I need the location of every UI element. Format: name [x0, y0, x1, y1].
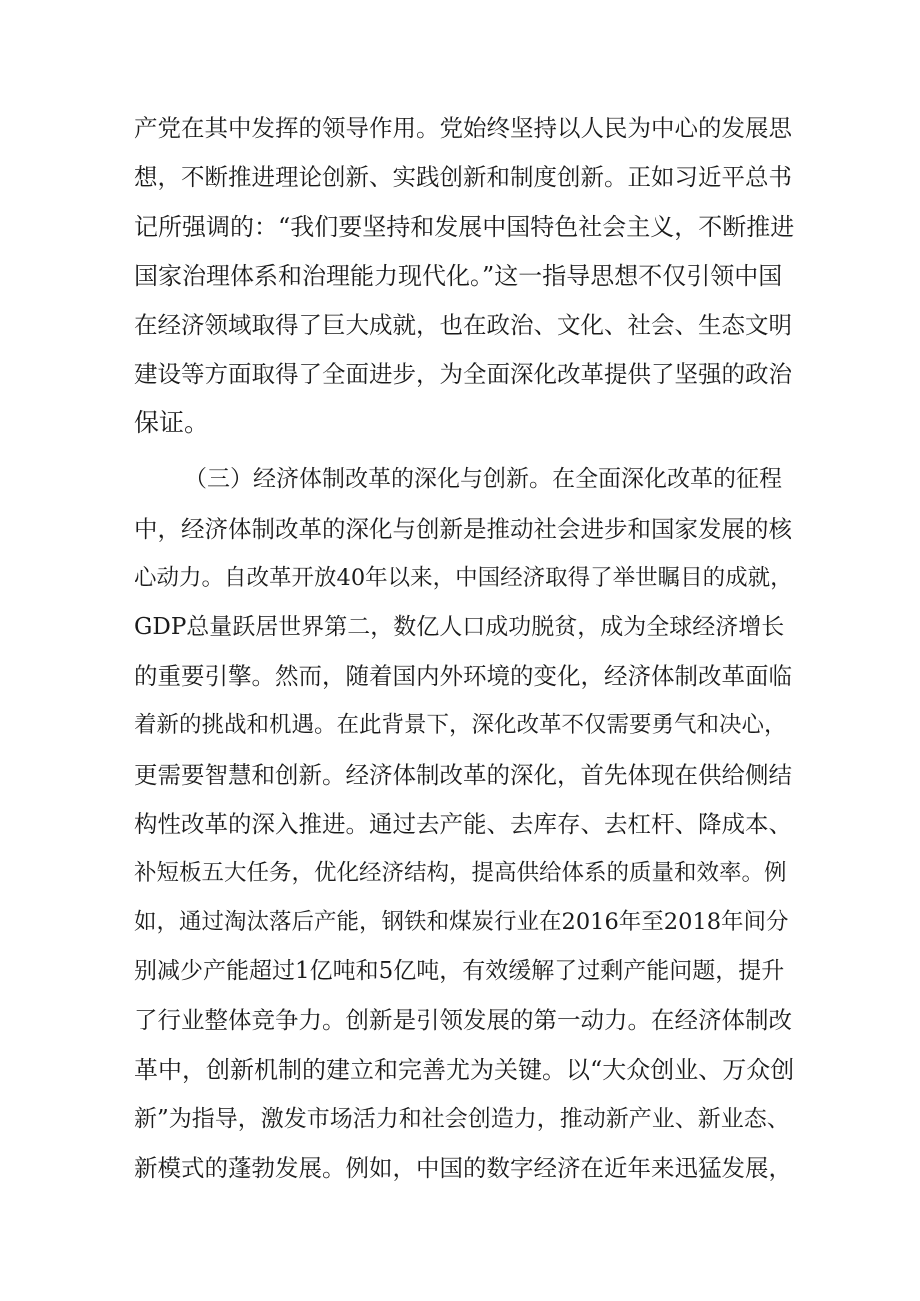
text-line: 着新的挑战和机遇。在此背景下，深化改革不仅需要勇气和决心， — [134, 712, 787, 738]
text-line: GDP总量跃居世界第二，数亿人口成功脱贫，成为全球经济增长 — [134, 614, 785, 640]
text-line: 更需要智慧和创新。经济体制改革的深化，首先体现在供给侧结 — [134, 761, 792, 789]
text-line: 如，通过淘汰落后产能，钢铁和煤炭行业在2016年至2018年间分 — [134, 909, 789, 935]
text-line: 新”为指导，激发市场活力和社会创造力，推动新产业、新业态、 — [134, 1106, 790, 1132]
text-line: 新模式的蓬勃发展。例如，中国的数字经济在近年来迅猛发展， — [134, 1154, 792, 1182]
text-line: 想，不断推进理论创新、实践创新和制度创新。正如习近平总书 — [134, 163, 792, 191]
text-line: 补短板五大任务，优化经济结构，提高供给体系的质量和效率。例 — [134, 860, 787, 886]
text-line: 保证。 — [134, 408, 210, 437]
text-line: 构性改革的深入推进。通过去产能、去库存、去杠杆、降成本、 — [134, 810, 792, 838]
text-line: 的重要引擎。然而，随着国内外环境的变化，经济体制改革面临 — [134, 662, 792, 690]
text-line: 在经济领域取得了巨大成就，也在政治、文化、社会、生态文明 — [134, 311, 792, 339]
text-line: 建设等方面取得了全面进步，为全面深化改革提供了坚强的政治 — [134, 360, 792, 388]
text-line: 中，经济体制改革的深化与创新是推动社会进步和国家发展的核 — [134, 515, 792, 543]
text-line: 国家治理体系和治理能力现代化。”这一指导思想不仅引领中国 — [134, 262, 783, 290]
text-line: 了行业整体竞争力。创新是引领发展的第一动力。在经济体制改 — [134, 1006, 792, 1034]
text-line: 革中，创新机制的建立和完善尤为关键。以“大众创业、万众创 — [134, 1056, 795, 1084]
text-line: 别减少产能超过1亿吨和5亿吨，有效缓解了过剩产能问题，提升 — [134, 958, 785, 984]
text-line: 心动力。自改革开放40年以来，中国经济取得了举世瞩目的成就， — [134, 565, 793, 591]
section-heading-line: （三）经济体制改革的深化与创新。在全面深化改革的征程 — [184, 466, 782, 492]
text-line: 记所强调的：“我们要坚持和发展中国特色社会主义，不断推进 — [134, 213, 795, 241]
text-line: 产党在其中发挥的领导作用。党始终坚持以人民为中心的发展思 — [134, 114, 792, 142]
